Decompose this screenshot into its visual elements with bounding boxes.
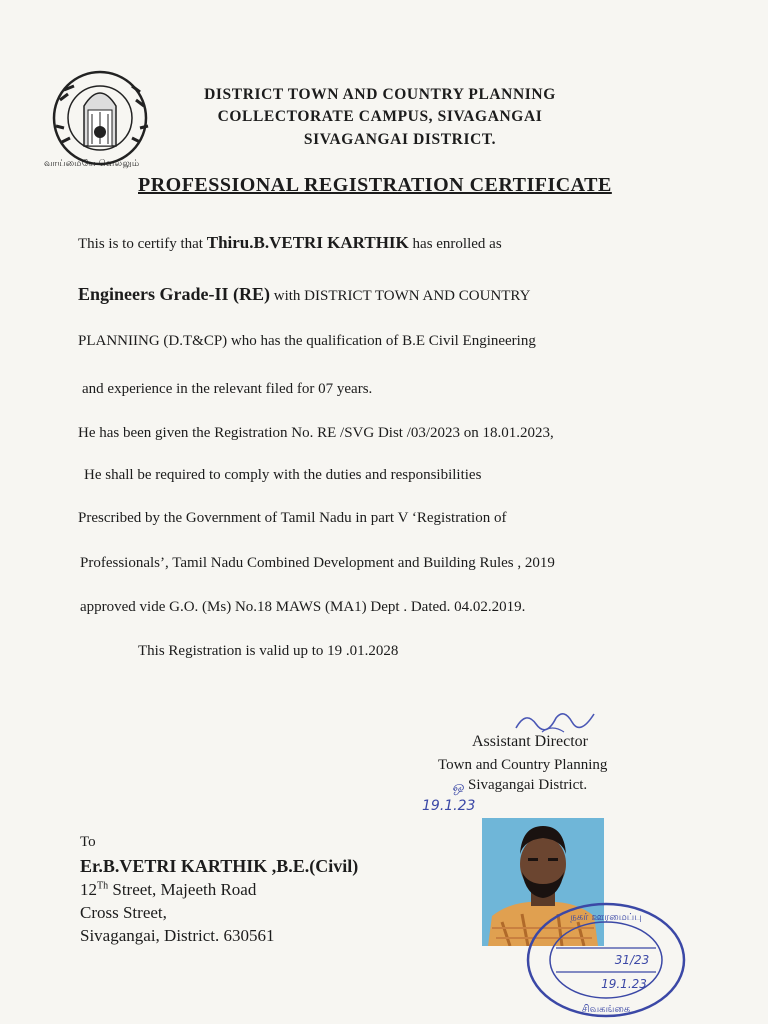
header-line-1: DISTRICT TOWN AND COUNTRY PLANNING bbox=[204, 86, 556, 103]
body-line-5: He has been given the Registration No. RE /SVG Dist /03/2023 on 18.01.2023, bbox=[78, 425, 554, 441]
body-line-4: and experience in the relevant filed for 07 years. bbox=[82, 381, 373, 397]
certificate-title: PROFESSIONAL REGISTRATION CERTIFICATE bbox=[138, 174, 612, 196]
address-line-3: Sivagangai, District. 630561 bbox=[80, 926, 275, 945]
header-line-2: COLLECTORATE CAMPUS, SIVAGANGAI bbox=[217, 108, 543, 125]
body-text: has enrolled as bbox=[408, 236, 502, 252]
handwritten-initial: ஒ bbox=[452, 780, 464, 795]
stamp-bottom-text: சிவகங்கை bbox=[581, 1004, 631, 1015]
address-line-2: Cross Street, bbox=[80, 903, 167, 922]
stamp-date: 19.1.23 bbox=[601, 977, 647, 991]
street-name: Street, Majeeth Road bbox=[108, 880, 257, 899]
body-line-6: He shall be required to comply with the duties and responsibilities bbox=[84, 467, 482, 483]
handwritten-date: 19.1.23 bbox=[422, 798, 476, 814]
emblem-motto: வாய்மையே வெல்லும் bbox=[44, 158, 140, 168]
body-line-7: Prescribed by the Government of Tamil Nadu in part V ‘Registration of bbox=[78, 510, 507, 526]
signatory-title: Assistant Director bbox=[472, 733, 588, 750]
body-line-9: approved vide G.O. (Ms) No.18 MAWS (MA1) Dept . Dated. 04.02.2019. bbox=[80, 599, 526, 615]
registrant-name: Thiru.B.VETRI KARTHIK bbox=[206, 233, 409, 252]
office-seal-stamp bbox=[520, 898, 690, 1022]
body-line-8: Professionals’, Tamil Nadu Combined Development and Building Rules , 2019 bbox=[80, 555, 555, 571]
body-line-1 bbox=[78, 233, 502, 253]
body-text: This is to certify that bbox=[78, 236, 207, 252]
signatory-district: Sivagangai District. bbox=[468, 777, 588, 793]
street-suffix: Th bbox=[97, 880, 109, 892]
address-to: To bbox=[80, 834, 96, 850]
validity-line: This Registration is valid up to 19 .01.2028 bbox=[138, 643, 399, 659]
signatory-office: Town and Country Planning bbox=[438, 757, 608, 773]
body-line-3: PLANNIING (D.T&CP) who has the qualification of B.E Civil Engineering bbox=[78, 333, 536, 349]
street-number: 12 bbox=[80, 880, 97, 899]
header-line-3: SIVAGANGAI DISTRICT. bbox=[303, 131, 497, 148]
address-line-1 bbox=[80, 880, 256, 900]
address-name: Er.B.VETRI KARTHIK ,B.E.(Civil) bbox=[80, 856, 359, 876]
stamp-number: 31/23 bbox=[614, 953, 650, 967]
body-line-2 bbox=[78, 284, 530, 305]
body-text: with DISTRICT TOWN AND COUNTRY bbox=[270, 288, 531, 304]
stamp-top-text: நகர் ஊரமைப்பு bbox=[570, 912, 642, 923]
grade: Engineers Grade-II (RE) bbox=[78, 284, 270, 304]
